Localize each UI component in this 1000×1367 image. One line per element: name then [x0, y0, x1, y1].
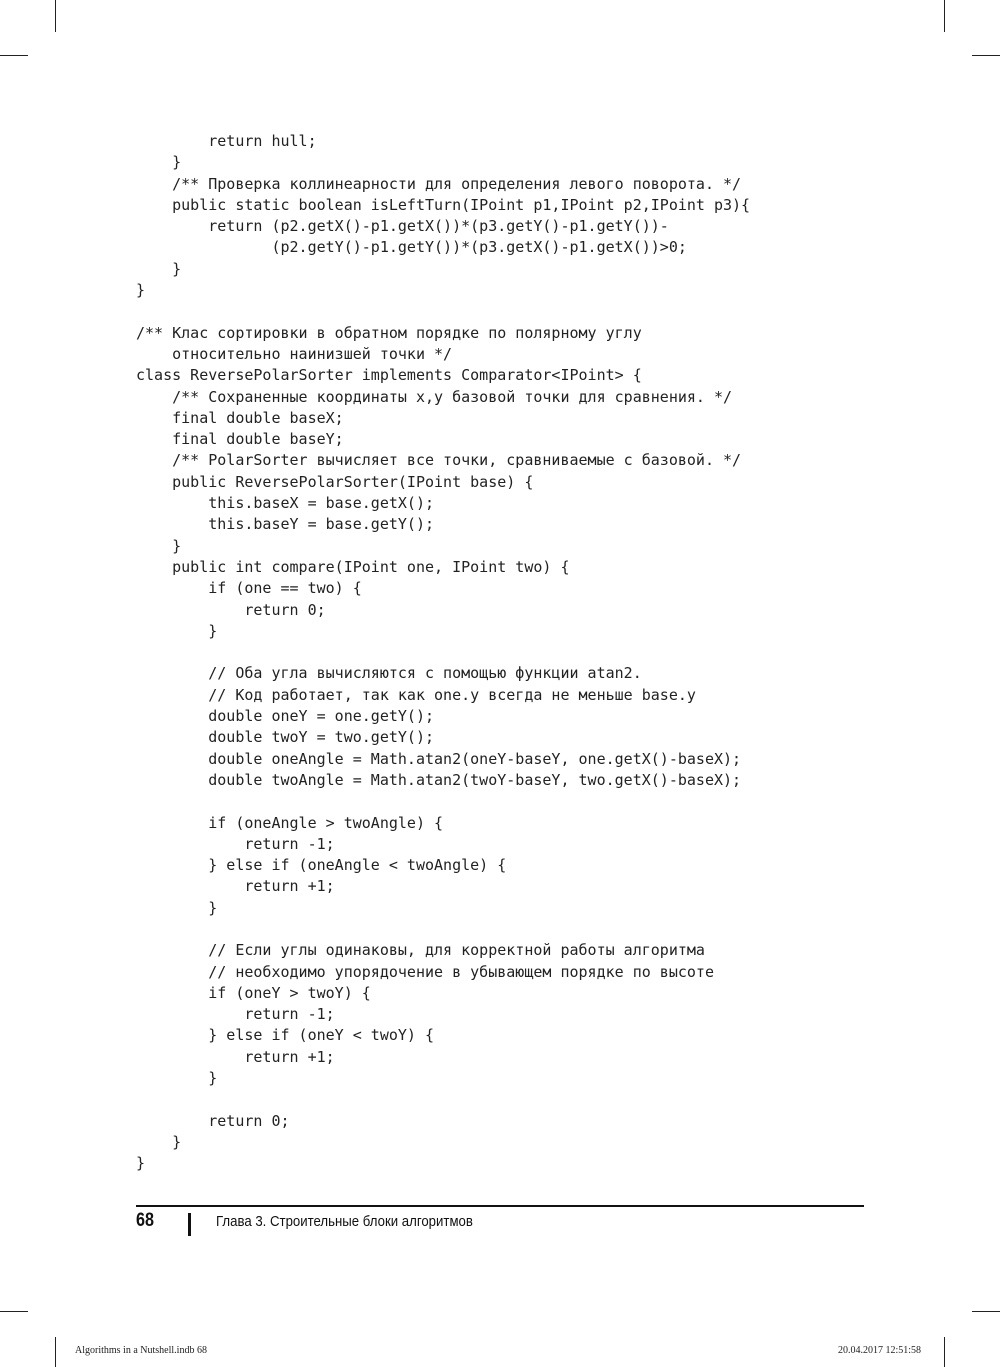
- crop-mark-top-right-vertical: [944, 0, 945, 32]
- code-line: /** Проверка коллинеарности для определения левого поворота. */: [136, 174, 742, 193]
- slug-file-name: Algorithms in a Nutshell.indb 68: [75, 1345, 207, 1356]
- code-line: }: [136, 898, 218, 917]
- code-line: }: [136, 153, 182, 172]
- code-line: public static boolean isLeftTurn(IPoint p1,IPoint p2,IPoint p3){: [136, 195, 751, 214]
- code-line: return (p2.getX()-p1.getX())*(p3.getY()-p1.getY())-: [136, 217, 669, 236]
- code-line: if (oneY > twoY) {: [136, 983, 371, 1002]
- code-line: [136, 301, 750, 322]
- code-line: if (one == two) {: [136, 579, 362, 598]
- code-line: double twoAngle = Math.atan2(twoY-baseY, two.getX()-baseX);: [136, 770, 742, 789]
- crop-mark-bottom-left-vertical: [55, 1337, 56, 1367]
- crop-mark-bottom-left-horizontal: [0, 1311, 28, 1312]
- code-line: } else if (oneAngle < twoAngle) {: [136, 856, 507, 875]
- code-line: } else if (oneY < twoY) {: [136, 1026, 435, 1045]
- code-line: }: [136, 536, 182, 555]
- code-line: return 0;: [136, 600, 326, 619]
- crop-mark-top-right-horizontal: [972, 55, 1000, 56]
- code-line: double oneY = one.getY();: [136, 707, 435, 726]
- code-line: this.baseX = base.getX();: [136, 494, 435, 513]
- code-line: // Код работает, так как one.y всегда не меньше base.y: [136, 685, 696, 704]
- code-line: class ReversePolarSorter implements Comparator<IPoint> {: [136, 366, 642, 385]
- code-line: /** Клас сортировки в обратном порядке по полярному углу: [136, 323, 642, 342]
- code-line: [136, 919, 750, 940]
- code-line: final double baseX;: [136, 408, 344, 427]
- code-line: return -1;: [136, 1005, 335, 1024]
- code-line: return hull;: [136, 132, 317, 150]
- code-line: }: [136, 1154, 146, 1173]
- footer-rule: [136, 1205, 864, 1207]
- chapter-title: Глава 3. Строительные блоки алгоритмов: [216, 1213, 473, 1230]
- code-line: this.baseY = base.getY();: [136, 515, 435, 534]
- code-line: /** PolarSorter вычисляет все точки, сравниваемые с базовой. */: [136, 451, 742, 470]
- code-line: if (oneAngle > twoAngle) {: [136, 813, 444, 832]
- page-number: 68: [136, 1210, 154, 1231]
- slug-timestamp: 20.04.2017 12:51:58: [837, 1345, 921, 1356]
- code-line: [136, 642, 750, 663]
- code-line: // Оба угла вычисляются с помощью функции atan2.: [136, 664, 642, 683]
- crop-mark-top-left-horizontal: [0, 55, 28, 56]
- code-line: (p2.getY()-p1.getY())*(p3.getX()-p1.getX())>0;: [136, 238, 687, 257]
- code-line: public int compare(IPoint one, IPoint two) {: [136, 557, 570, 576]
- code-line: /** Сохраненные координаты x,y базовой точки для сравнения. */: [136, 387, 733, 406]
- code-line: [136, 791, 750, 812]
- code-line: double oneAngle = Math.atan2(oneY-baseY, one.getX()-baseX);: [136, 749, 742, 768]
- code-line: public ReversePolarSorter(IPoint base) {: [136, 472, 534, 491]
- crop-mark-bottom-right-horizontal: [972, 1311, 1000, 1312]
- code-line: final double baseY;: [136, 430, 344, 449]
- code-line: return +1;: [136, 1047, 335, 1066]
- code-line: }: [136, 259, 182, 278]
- code-line: return 0;: [136, 1111, 290, 1130]
- code-line: относительно наинизшей точки */: [136, 344, 453, 363]
- code-line: }: [136, 621, 218, 640]
- code-line: [136, 1089, 750, 1110]
- code-line: return -1;: [136, 834, 335, 853]
- code-line: return +1;: [136, 877, 335, 896]
- code-line: // необходимо упорядочение в убывающем порядке по высоте: [136, 962, 714, 981]
- code-line: // Если углы одинаковы, для корректной работы алгоритма: [136, 941, 705, 960]
- code-line: }: [136, 1132, 182, 1151]
- crop-mark-bottom-right-vertical: [944, 1337, 945, 1367]
- code-listing: [136, 131, 750, 1175]
- crop-mark-top-left-vertical: [55, 0, 56, 32]
- code-line: }: [136, 281, 146, 300]
- code-line: }: [136, 1069, 218, 1088]
- code-line: double twoY = two.getY();: [136, 728, 435, 747]
- footer-separator-bar: [188, 1213, 191, 1236]
